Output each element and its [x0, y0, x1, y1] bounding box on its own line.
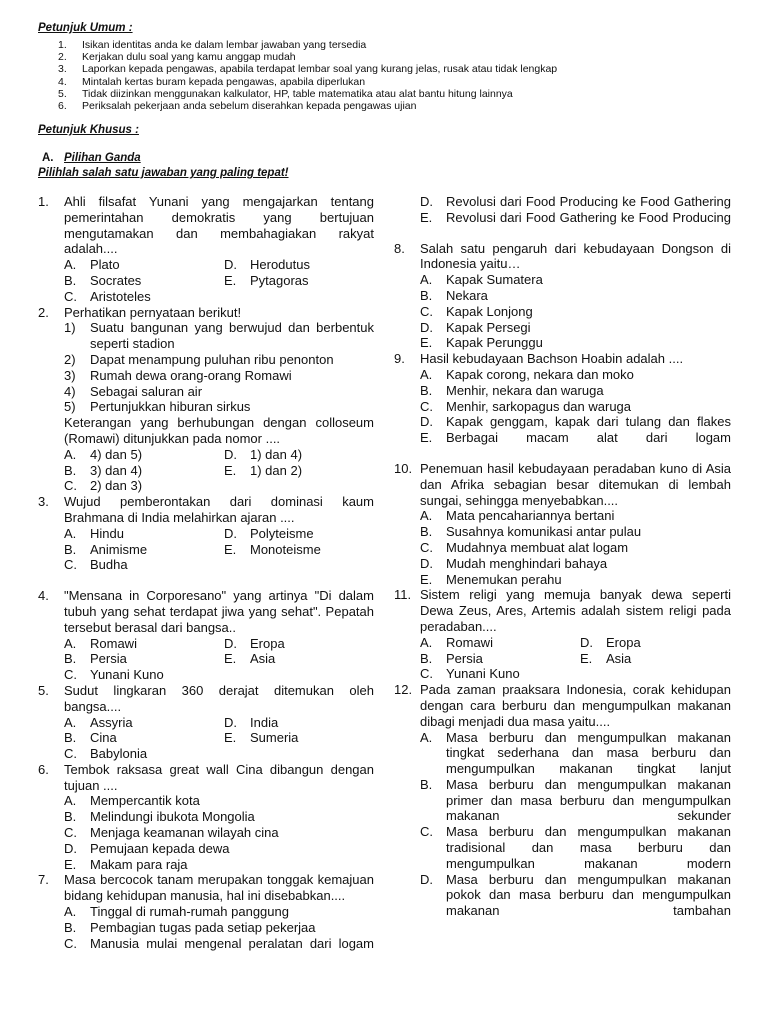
- option-letter: A.: [420, 366, 433, 382]
- option: [394, 556, 731, 572]
- statement-text: Pertunjukkan hiburan sirkus: [90, 399, 251, 415]
- option-row: [38, 526, 374, 542]
- option-text: Menjaga keamanan wilayah cina: [90, 825, 279, 841]
- option-row: [38, 667, 374, 683]
- option-letter: B.: [64, 462, 77, 478]
- option-letter: C.: [420, 666, 433, 682]
- option-text: Berbagai macam alat dari logam: [446, 430, 731, 446]
- option-text: Mudahnya membuat alat logam: [446, 539, 629, 555]
- question-number: 8.: [394, 240, 405, 256]
- option: [580, 635, 641, 651]
- option-letter: E.: [224, 462, 237, 478]
- option: [394, 194, 731, 210]
- section-heading: [42, 152, 141, 164]
- option-letter: E.: [420, 571, 433, 587]
- option-letter: C.: [64, 746, 77, 762]
- option-text: 3) dan 4): [90, 462, 143, 478]
- question-stem: [38, 194, 374, 257]
- question-number: 7.: [38, 872, 49, 888]
- option-text: Hindu: [90, 525, 124, 541]
- question-number: 10.: [394, 460, 413, 476]
- option-row: [38, 542, 374, 558]
- option: [580, 651, 631, 667]
- question-number: 1.: [38, 194, 49, 209]
- option-text: Kapak Persegi: [446, 319, 531, 335]
- general-item-number: 4.: [58, 75, 67, 88]
- option-text: Monoteisme: [250, 541, 321, 557]
- option-text: Romawi: [446, 634, 493, 650]
- option-text: Mempercantik kota: [90, 793, 200, 809]
- question-stem: [394, 241, 731, 273]
- option: [64, 257, 224, 273]
- option-letter: D.: [224, 635, 237, 651]
- option-text: Eropa: [250, 635, 285, 651]
- statement-item: [38, 384, 374, 400]
- option-letter: E.: [420, 335, 433, 351]
- option-text: Melindungi ibukota Mongolia: [90, 809, 255, 825]
- option-row: [38, 273, 374, 289]
- option-row: [38, 463, 374, 479]
- option-row: [38, 557, 374, 573]
- option-letter: C.: [64, 557, 77, 573]
- option-letter: B.: [64, 541, 77, 557]
- statement-item: [38, 368, 374, 384]
- option: [64, 730, 224, 746]
- option-letter: D.: [580, 634, 593, 650]
- question: [38, 494, 374, 573]
- option: [420, 651, 580, 667]
- option: [64, 715, 224, 731]
- right-column: [394, 194, 731, 919]
- general-item: [58, 76, 557, 88]
- option-letter: D.: [224, 446, 237, 462]
- option-letter: C.: [420, 303, 433, 319]
- option-text: Yunani Kuno: [446, 666, 520, 682]
- option-letter: E.: [420, 430, 433, 446]
- option-letter: A.: [64, 635, 77, 651]
- option-letter: D.: [420, 319, 433, 335]
- question-number: 5.: [38, 682, 49, 698]
- question: [38, 305, 374, 495]
- question-text: Pada zaman praaksara Indonesia, corak kehidupan dengan cara berburu dan mengumpulkan makanan dibagi menjadi dua masa yaitu....: [420, 682, 731, 729]
- question-stem: [394, 351, 731, 367]
- option-letter: D.: [420, 414, 433, 430]
- question: [38, 872, 374, 951]
- special-instructions-title: Petunjuk Khusus :: [38, 124, 139, 136]
- option: [394, 524, 731, 540]
- option-text: Cina: [90, 730, 117, 746]
- question-stem: [38, 872, 374, 904]
- question-number: 6.: [38, 761, 49, 777]
- question: [394, 461, 731, 587]
- option-row: [38, 447, 374, 463]
- option: [394, 304, 731, 320]
- option-letter: A.: [420, 634, 433, 650]
- option: [64, 289, 224, 305]
- option-letter: C.: [420, 824, 433, 840]
- question-stem: [394, 461, 731, 508]
- option: [394, 540, 731, 556]
- question-text: Tembok raksasa great wall Cina dibangun dengan tujuan ....: [64, 761, 374, 793]
- general-item-number: 1.: [58, 39, 67, 51]
- option: [394, 508, 731, 524]
- option-text: 1) dan 2): [250, 462, 303, 478]
- option-text: Tinggal di rumah-rumah panggung: [90, 904, 289, 920]
- question-number: 2.: [38, 304, 49, 320]
- option-letter: C.: [64, 288, 77, 304]
- option: [394, 872, 731, 919]
- option: [64, 447, 224, 463]
- general-item-number: 5.: [58, 87, 67, 100]
- option-letter: B.: [420, 524, 433, 540]
- option-text: Kapak genggam, kapak dari tulang dan flakes: [446, 414, 731, 430]
- option: [394, 430, 731, 446]
- question-text: "Mensana in Corporesano" yang artinya "Di dalam tubuh yang sehat terdapat jiwa yang sehat". Pepatah tersebut berasal dari bangsa..: [64, 588, 374, 635]
- option-row: [38, 730, 374, 746]
- option: [38, 841, 374, 857]
- option-text: Mudah menghindari bahaya: [446, 555, 608, 571]
- question: [38, 762, 374, 873]
- general-item: [58, 100, 557, 112]
- question-text: Sudut lingkaran 360 derajat ditemukan oleh bangsa....: [64, 682, 374, 714]
- option-letter: D.: [420, 555, 433, 571]
- question: [394, 241, 731, 352]
- option-text: Animisme: [90, 541, 148, 557]
- option-text: Pembagian tugas pada setiap pekerjaa: [90, 919, 316, 935]
- option-row: [394, 635, 731, 651]
- option-letter: B.: [64, 730, 77, 746]
- option: [64, 542, 224, 558]
- option: [394, 335, 731, 351]
- option: [224, 526, 314, 542]
- option-row: [38, 715, 374, 731]
- question-text: Masa bercocok tanam merupakan tonggak kemajuan bidang kehidupan manusia, hal ini disebabkan....: [64, 872, 374, 904]
- option-letter: B.: [420, 287, 433, 303]
- option-letter: E.: [580, 650, 593, 666]
- general-item-number: 6.: [58, 100, 67, 113]
- option: [38, 825, 374, 841]
- option-letter: C.: [64, 667, 77, 683]
- option-text: Assyria: [90, 714, 133, 730]
- left-column: [38, 194, 374, 951]
- option-text: Manusia mulai mengenal peralatan dari logam: [90, 935, 374, 951]
- option-text: Nekara: [446, 287, 488, 303]
- general-item: [58, 88, 557, 100]
- statement-text: Suatu bangunan yang berwujud dan berbentuk seperti stadion: [90, 320, 374, 352]
- option: [38, 904, 374, 920]
- option-text: 2) dan 3): [90, 478, 143, 494]
- general-item-number: 3.: [58, 63, 67, 76]
- option-row: [394, 666, 731, 682]
- option-text: Polyteisme: [250, 525, 314, 541]
- option-text: India: [250, 714, 279, 730]
- statement-number: 2): [64, 351, 76, 367]
- option: [224, 715, 278, 731]
- option: [420, 666, 580, 682]
- option-letter: C.: [64, 478, 77, 494]
- question-stem: [38, 762, 374, 794]
- option-text: Kapak Lonjong: [446, 303, 533, 319]
- option-letter: E.: [224, 730, 237, 746]
- option-letter: A.: [64, 904, 77, 920]
- general-item-text: Mintalah kertas buram kepada pengawas, apabila diperlukan: [82, 75, 366, 88]
- option-text: Kapak Perunggu: [446, 335, 543, 351]
- statement-item: [38, 399, 374, 415]
- question: [394, 682, 731, 919]
- question-stem: [38, 305, 374, 321]
- option-text: Persia: [446, 650, 483, 666]
- statement-number: 1): [64, 320, 76, 336]
- general-item-text: Periksalah pekerjaan anda sebelum diserahkan kepada pengawas ujian: [82, 100, 417, 113]
- option-text: Sumeria: [250, 730, 299, 746]
- statement-text: Dapat menampung puluhan ribu penonton: [90, 351, 334, 367]
- option-text: Menhir, nekara dan waruga: [446, 382, 604, 398]
- general-item-text: Tidak diizinkan menggunakan kalkulator, HP, table matematika atau alat bantu hitung lainnya: [82, 87, 513, 100]
- general-item-number: 2.: [58, 51, 67, 64]
- question-number: 12.: [394, 682, 413, 698]
- option: [224, 636, 285, 652]
- option-text: Herodutus: [250, 257, 310, 273]
- option-text: Menhir, sarkopagus dan waruga: [446, 398, 632, 414]
- option-letter: D.: [64, 840, 77, 856]
- section-letter: A.: [42, 152, 54, 164]
- option: [394, 272, 731, 288]
- question-text: Hasil kebudayaan Bachson Hoabin adalah ....: [420, 351, 684, 367]
- option-letter: C.: [420, 539, 433, 555]
- option-text: Pytagoras: [250, 272, 309, 288]
- general-item-text: Laporkan kepada pengawas, apabila terdapat lembar soal yang kurang jelas, rusak atau tidak lengkap: [82, 63, 558, 76]
- option: [224, 257, 310, 273]
- question: [38, 588, 374, 683]
- option-letter: D.: [224, 714, 237, 730]
- option-letter: A.: [420, 272, 433, 288]
- option: [38, 793, 374, 809]
- option-text: Kapak Sumatera: [446, 272, 543, 288]
- option: [224, 447, 302, 463]
- question-number: 9.: [394, 351, 405, 367]
- option-letter: B.: [64, 809, 77, 825]
- option: [64, 651, 224, 667]
- option: [64, 526, 224, 542]
- question-text: Salah satu pengaruh dari kebudayaan Dongson di Indonesia yaitu…: [420, 240, 731, 272]
- option-text: Budha: [90, 557, 128, 573]
- question-continued: [394, 194, 731, 226]
- option-text: Masa berburu dan mengumpulkan makanan tradisional dan masa berburu dan mengumpulkan makanan modern: [446, 824, 731, 871]
- option: [394, 824, 731, 871]
- option-row: [38, 746, 374, 762]
- option: [224, 273, 309, 289]
- option-row: [38, 257, 374, 273]
- option-letter: A.: [64, 525, 77, 541]
- option-letter: D.: [224, 257, 237, 273]
- option-text: Romawi: [90, 635, 137, 651]
- option: [224, 542, 321, 558]
- option-row: [38, 636, 374, 652]
- option-text: Susahnya komunikasi antar pulau: [446, 524, 642, 540]
- general-instructions-title: Petunjuk Umum :: [38, 22, 133, 34]
- option: [38, 920, 374, 936]
- option: [394, 399, 731, 415]
- option-letter: A.: [64, 714, 77, 730]
- option: [394, 367, 731, 383]
- option: [64, 746, 224, 762]
- statement-text: Rumah dewa orang-orang Romawi: [90, 367, 292, 383]
- option-row: [38, 289, 374, 305]
- option: [394, 730, 731, 777]
- option-text: 4) dan 5): [90, 446, 143, 462]
- question-stem: [38, 494, 374, 526]
- option: [224, 730, 298, 746]
- option-letter: E.: [64, 856, 77, 872]
- question-number: 3.: [38, 494, 49, 510]
- option-text: Masa berburu dan mengumpulkan makanan primer dan masa berburu dan mengumpulkan makanan sekunder: [446, 776, 731, 824]
- option-text: Socrates: [90, 272, 142, 288]
- option-text: Masa berburu dan mengumpulkan makanan tingkat sederhana dan masa berburu dan mengumpulkan makanan tingkat lanjut: [446, 729, 731, 777]
- option: [394, 383, 731, 399]
- option-letter: C.: [420, 398, 433, 414]
- option-text: Plato: [90, 257, 120, 273]
- question-stem: [38, 588, 374, 635]
- option: [64, 463, 224, 479]
- statement-number: 4): [64, 383, 76, 399]
- option-letter: A.: [64, 446, 77, 462]
- option-letter: B.: [420, 650, 433, 666]
- option: [420, 635, 580, 651]
- option-text: Masa berburu dan mengumpulkan makanan pokok dan masa berburu dan mengumpulkan makanan tambahan: [446, 871, 731, 919]
- option-text: Mata pencahariannya bertani: [446, 508, 615, 524]
- option-letter: E.: [224, 541, 237, 557]
- option-letter: B.: [64, 272, 77, 288]
- option-row: [394, 651, 731, 667]
- option-text: Kapak corong, nekara dan moko: [446, 366, 634, 382]
- option-text: 1) dan 4): [250, 446, 303, 462]
- option-text: Aristoteles: [90, 288, 151, 304]
- general-item-text: Kerjakan dulu soal yang kamu anggap mudah: [82, 51, 296, 64]
- question-followup: Keterangan yang berhubungan dengan colloseum (Romawi) ditunjukkan pada nomor ....: [64, 415, 374, 446]
- statement-text: Sebagai saluran air: [90, 383, 203, 399]
- question: [394, 351, 731, 446]
- question-stem: [394, 587, 731, 634]
- option: [64, 636, 224, 652]
- option-text: Menemukan perahu: [446, 571, 562, 587]
- option-text: Eropa: [606, 634, 641, 650]
- option-row: [38, 651, 374, 667]
- option-letter: C.: [64, 825, 77, 841]
- general-item-text: Isikan identitas anda ke dalam lembar jawaban yang tersedia: [82, 39, 367, 51]
- option-text: Persia: [90, 651, 127, 667]
- option-letter: E.: [420, 209, 433, 225]
- option: [38, 857, 374, 873]
- option: [394, 572, 731, 588]
- option: [224, 651, 275, 667]
- question-text: Perhatikan pernyataan berikut!: [64, 304, 242, 320]
- option: [394, 777, 731, 824]
- option-letter: B.: [420, 776, 433, 792]
- option: [64, 667, 224, 683]
- question: [394, 587, 731, 682]
- option-letter: E.: [224, 651, 237, 667]
- statement-number: 3): [64, 367, 76, 383]
- option-row: [38, 478, 374, 494]
- option-letter: B.: [420, 382, 433, 398]
- question-stem: [38, 683, 374, 715]
- option-letter: B.: [64, 919, 77, 935]
- option: [64, 273, 224, 289]
- option-letter: A.: [420, 508, 433, 524]
- option-letter: D.: [420, 194, 433, 209]
- question-number: 4.: [38, 588, 49, 604]
- option-letter: D.: [224, 525, 237, 541]
- question: [38, 683, 374, 762]
- question: [38, 194, 374, 305]
- option-letter: A.: [420, 729, 433, 745]
- statement-item: [38, 320, 374, 352]
- option-text: Yunani Kuno: [90, 667, 164, 683]
- option-letter: A.: [64, 257, 77, 273]
- option-letter: A.: [64, 793, 77, 809]
- option-letter: C.: [64, 935, 77, 951]
- question-stem: [394, 682, 731, 729]
- option-text: Revolusi dari Food Gathering ke Food Producing: [446, 209, 731, 225]
- general-item: [58, 39, 557, 51]
- option: [64, 478, 224, 494]
- statement-item: [38, 352, 374, 368]
- option-text: Asia: [606, 650, 632, 666]
- option: [38, 936, 374, 952]
- option: [38, 809, 374, 825]
- question-text: Penemuan hasil kebudayaan peradaban kuno di Asia dan Afrika sebagian besar ditemukan di lembah sungai, sehingga menyebabkan....: [420, 460, 731, 508]
- option: [64, 557, 224, 573]
- option-text: Babylonia: [90, 746, 148, 762]
- instruction-line: Pilihlah salah satu jawaban yang paling tepat!: [38, 167, 289, 179]
- option: [394, 288, 731, 304]
- option: [394, 320, 731, 336]
- question-text: Sistem religi yang memuja banyak dewa seperti Dewa Zeus, Ares, Artemis adalah sistem religi pada peradaban....: [420, 587, 731, 634]
- option-text: Asia: [250, 651, 276, 667]
- option: [394, 210, 731, 226]
- option-letter: B.: [64, 651, 77, 667]
- question-number: 11.: [394, 587, 412, 603]
- option-letter: E.: [224, 272, 237, 288]
- statement-number: 5): [64, 399, 76, 415]
- question-text: Wujud pemberontakan dari dominasi kaum Brahmana di India melahirkan ajaran ....: [64, 494, 374, 525]
- option-text: Makam para raja: [90, 856, 188, 872]
- general-item: [58, 51, 557, 63]
- option-text: Revolusi dari Food Producing ke Food Gathering: [446, 194, 731, 209]
- option-text: Pemujaan kepada dewa: [90, 840, 230, 856]
- question-text: Ahli filsafat Yunani yang mengajarkan tentang pemerintahan demokratis yang bertujuan mengutamakan dan membahagiakan rakyat adalah....: [64, 194, 374, 257]
- section-title: Pilihan Ganda: [64, 152, 141, 164]
- option: [224, 463, 302, 479]
- general-instructions-list: [58, 39, 557, 112]
- option-letter: D.: [420, 871, 433, 887]
- general-item: [58, 63, 557, 75]
- option: [394, 414, 731, 430]
